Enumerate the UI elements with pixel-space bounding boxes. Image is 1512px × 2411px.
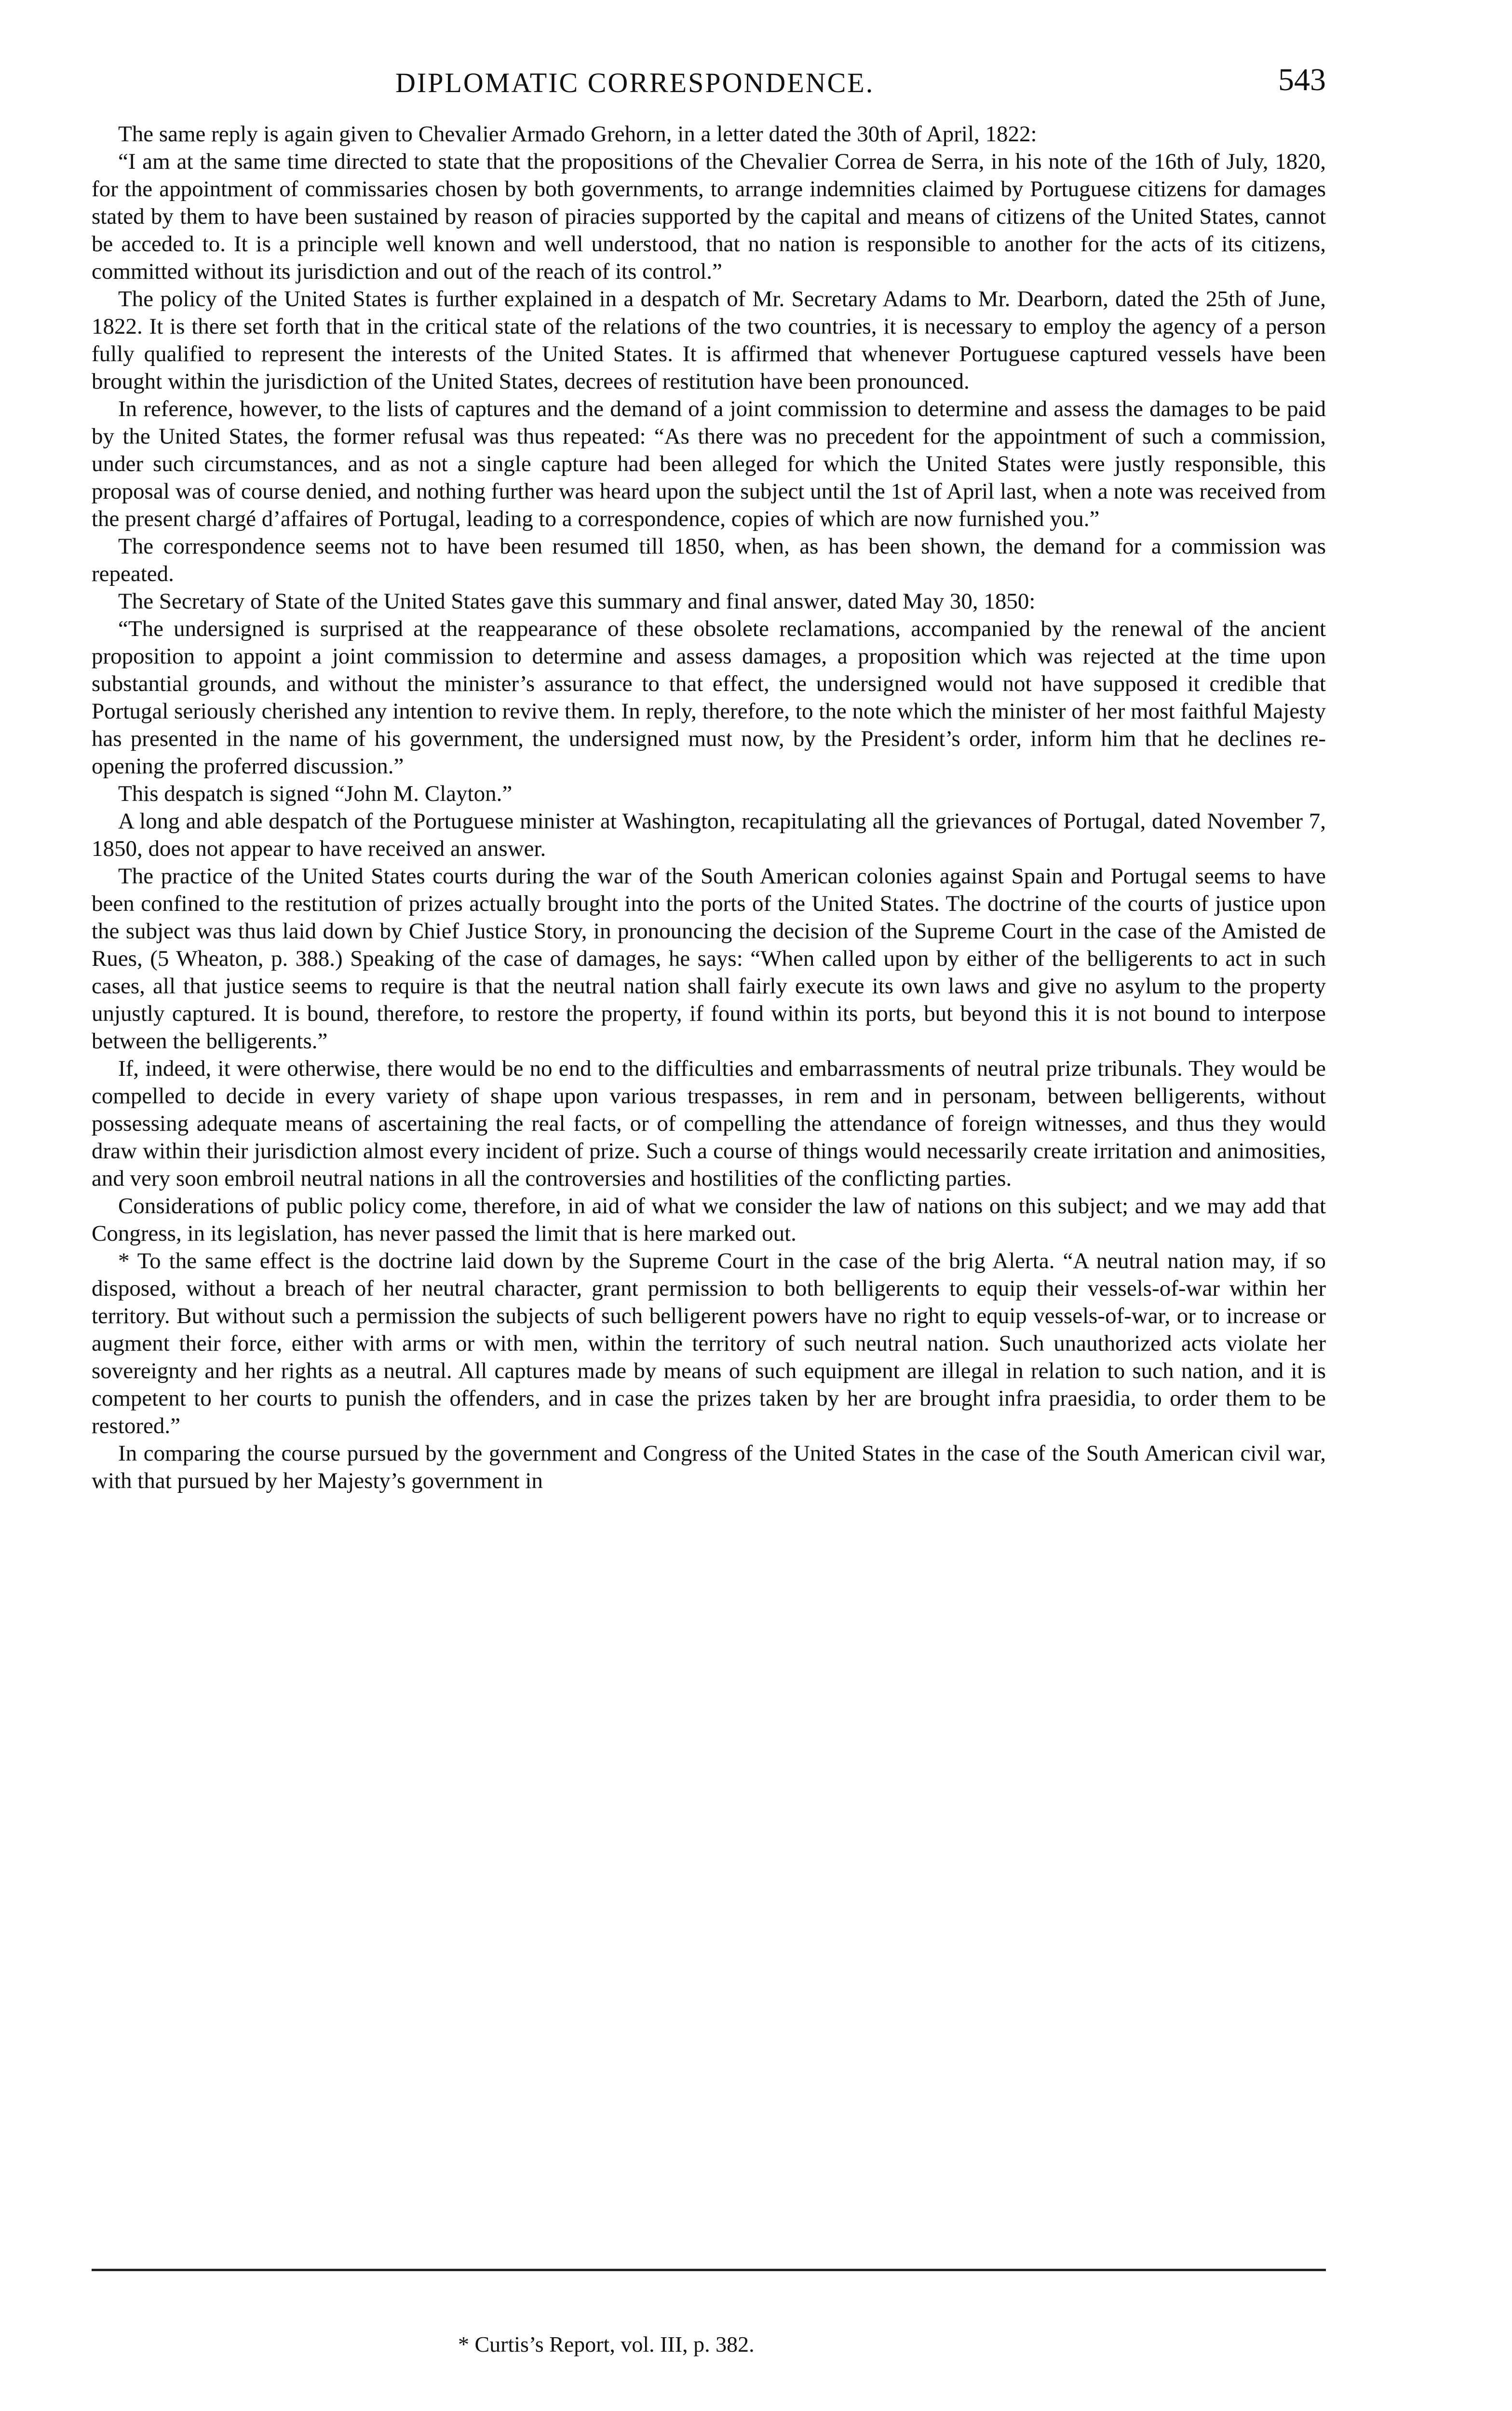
paragraph: The Secretary of State of the United States gave this summary and final answer, dated May 30, 1850:: [118, 589, 1036, 614]
footnote: * Curtis’s Report, vol. III, p. 382.: [458, 2332, 755, 2357]
paragraph: * To the same effect is the doctrine laid down by the Supreme Court in the case of the brig Alerta. “A neutral nation may, if so disposed, without a breach of her neutral character, grant permission to both belligerents to equip their vessels-of-war within her territory. But without such a permission the subjects of such belligerent powers have no right to equip vessels-of-war, or to increase or augment their force, either with arms or with men, within the territory of such neutral nation. Such unauthorized acts violate her sovereignty and her rights as a neutral. All captures made by means of such equipment are illegal in relation to such nation, and it is competent to her courts to punish the offenders, and in case the prizes taken by her are brought infra praesidia, to order them to be restored.”: [92, 1248, 1326, 1438]
paragraph: The same reply is again given to Chevalier Armado Grehorn, in a letter dated the 30th of April, 1822:: [118, 122, 1037, 147]
running-title: DIPLOMATIC CORRESPONDENCE.: [395, 67, 875, 98]
paragraph: If, indeed, it were otherwise, there would be no end to the difficulties and embarrassments of neutral prize tribunals. They would be compelled to decide in every variety of shape upon various trespasses, in rem and in personam, between belligerents, without possessing adequate means of ascertaining the real facts, or of compelling the attendance of foreign witnesses, and thus they would draw within their jurisdiction almost every incident of prize. Such a course of things would necessarily create irritation and animosities, and very soon embroil neutral nations in all the controversies and hostilities of the conflicting parties.: [92, 1056, 1326, 1191]
paragraph: “The undersigned is surprised at the reappearance of these obsolete reclamations, accompanied by the renewal of the ancient proposition to appoint a joint commission to determine and assess damages, a proposition which was rejected at the time upon substantial grounds, and without the minister’s assurance to that effect, the undersigned would not have supposed it credible that Portugal seriously cherished any intention to revive them. In reply, therefore, to the note which the minister of her most faithful Majesty has presented in the name of his government, the undersigned must now, by the President’s order, inform him that he declines re-opening the proferred discussion.”: [92, 616, 1326, 779]
paragraph: “I am at the same time directed to state that the propositions of the Chevalier Correa de Serra, in his note of the 16th of July, 1820, for the appointment of commissaries chosen by both governments, to arrange indemnities claimed by Portuguese citizens for damages stated by them to have been sustained by reason of piracies supported by the capital and means of citizens of the United States, cannot be acceded to. It is a principle well known and well understood, that no nation is responsible to another for the acts of its citizens, committed without its jurisdiction and out of the reach of its control.”: [92, 149, 1326, 284]
paragraph: The correspondence seems not to have been resumed till 1850, when, as has been shown, the demand for a commission was repeated.: [92, 534, 1326, 586]
page: [92, 58, 1326, 2401]
paragraph: In reference, however, to the lists of captures and the demand of a joint commission to determine and assess the damages to be paid by the United States, the former refusal was thus repeated: “As there was no precedent for the appointment of such a commission, under such circumstances, and as not a single capture had been alleged for which the United States were justly responsible, this proposal was of course denied, and nothing further was heard upon the subject until the 1st of April last, when a note was received from the present chargé d’affaires of Portugal, leading to a correspondence, copies of which are now furnished you.”: [92, 396, 1326, 531]
paragraph: The practice of the United States courts during the war of the South American colonies against Spain and Portugal seems to have been confined to the restitution of prizes actually brought into the ports of the United States. The doctrine of the courts of justice upon the subject was thus laid down by Chief Justice Story, in pronouncing the decision of the Supreme Court in the case of the Amisted de Rues, (5 Wheaton, p. 388.) Speaking of the case of damages, he says: “When called upon by either of the belligerents to act in such cases, all that justice seems to require is that the neutral nation shall fairly execute its own laws and give no asylum to the property unjustly captured. It is bound, therefore, to restore the property, if found within its ports, but beyond this it is not bound to interpose between the belligerents.”: [92, 864, 1326, 1054]
body-text: [92, 121, 1326, 1495]
paragraph: In comparing the course pursued by the government and Congress of the United States in the case of the South American civil war, with that pursued by her Majesty’s government in: [92, 1441, 1326, 1493]
paragraph: Considerations of public policy come, therefore, in aid of what we consider the law of nations on this subject; and we may add that Congress, in its legislation, has never passed the limit that is here marked out.: [92, 1193, 1326, 1246]
paragraph: A long and able despatch of the Portuguese minister at Washington, recapitulating all the grievances of Portugal, dated November 7, 1850, does not appear to have received an answer.: [92, 809, 1326, 861]
paragraph: The policy of the United States is further explained in a despatch of Mr. Secretary Adams to Mr. Dearborn, dated the 25th of June, 1822. It is there set forth that in the critical state of the relations of the two countries, it is necessary to employ the agency of a person fully qualified to represent the interests of the United States. It is affirmed that whenever Portuguese captured vessels have been brought within the jurisdiction of the United States, decrees of restitution have been pronounced.: [92, 286, 1326, 394]
page-number: 543: [1278, 62, 1326, 97]
page-header: [92, 58, 1326, 121]
footnote-divider: [92, 2269, 1326, 2271]
paragraph: This despatch is signed “John M. Clayton.”: [118, 781, 513, 806]
